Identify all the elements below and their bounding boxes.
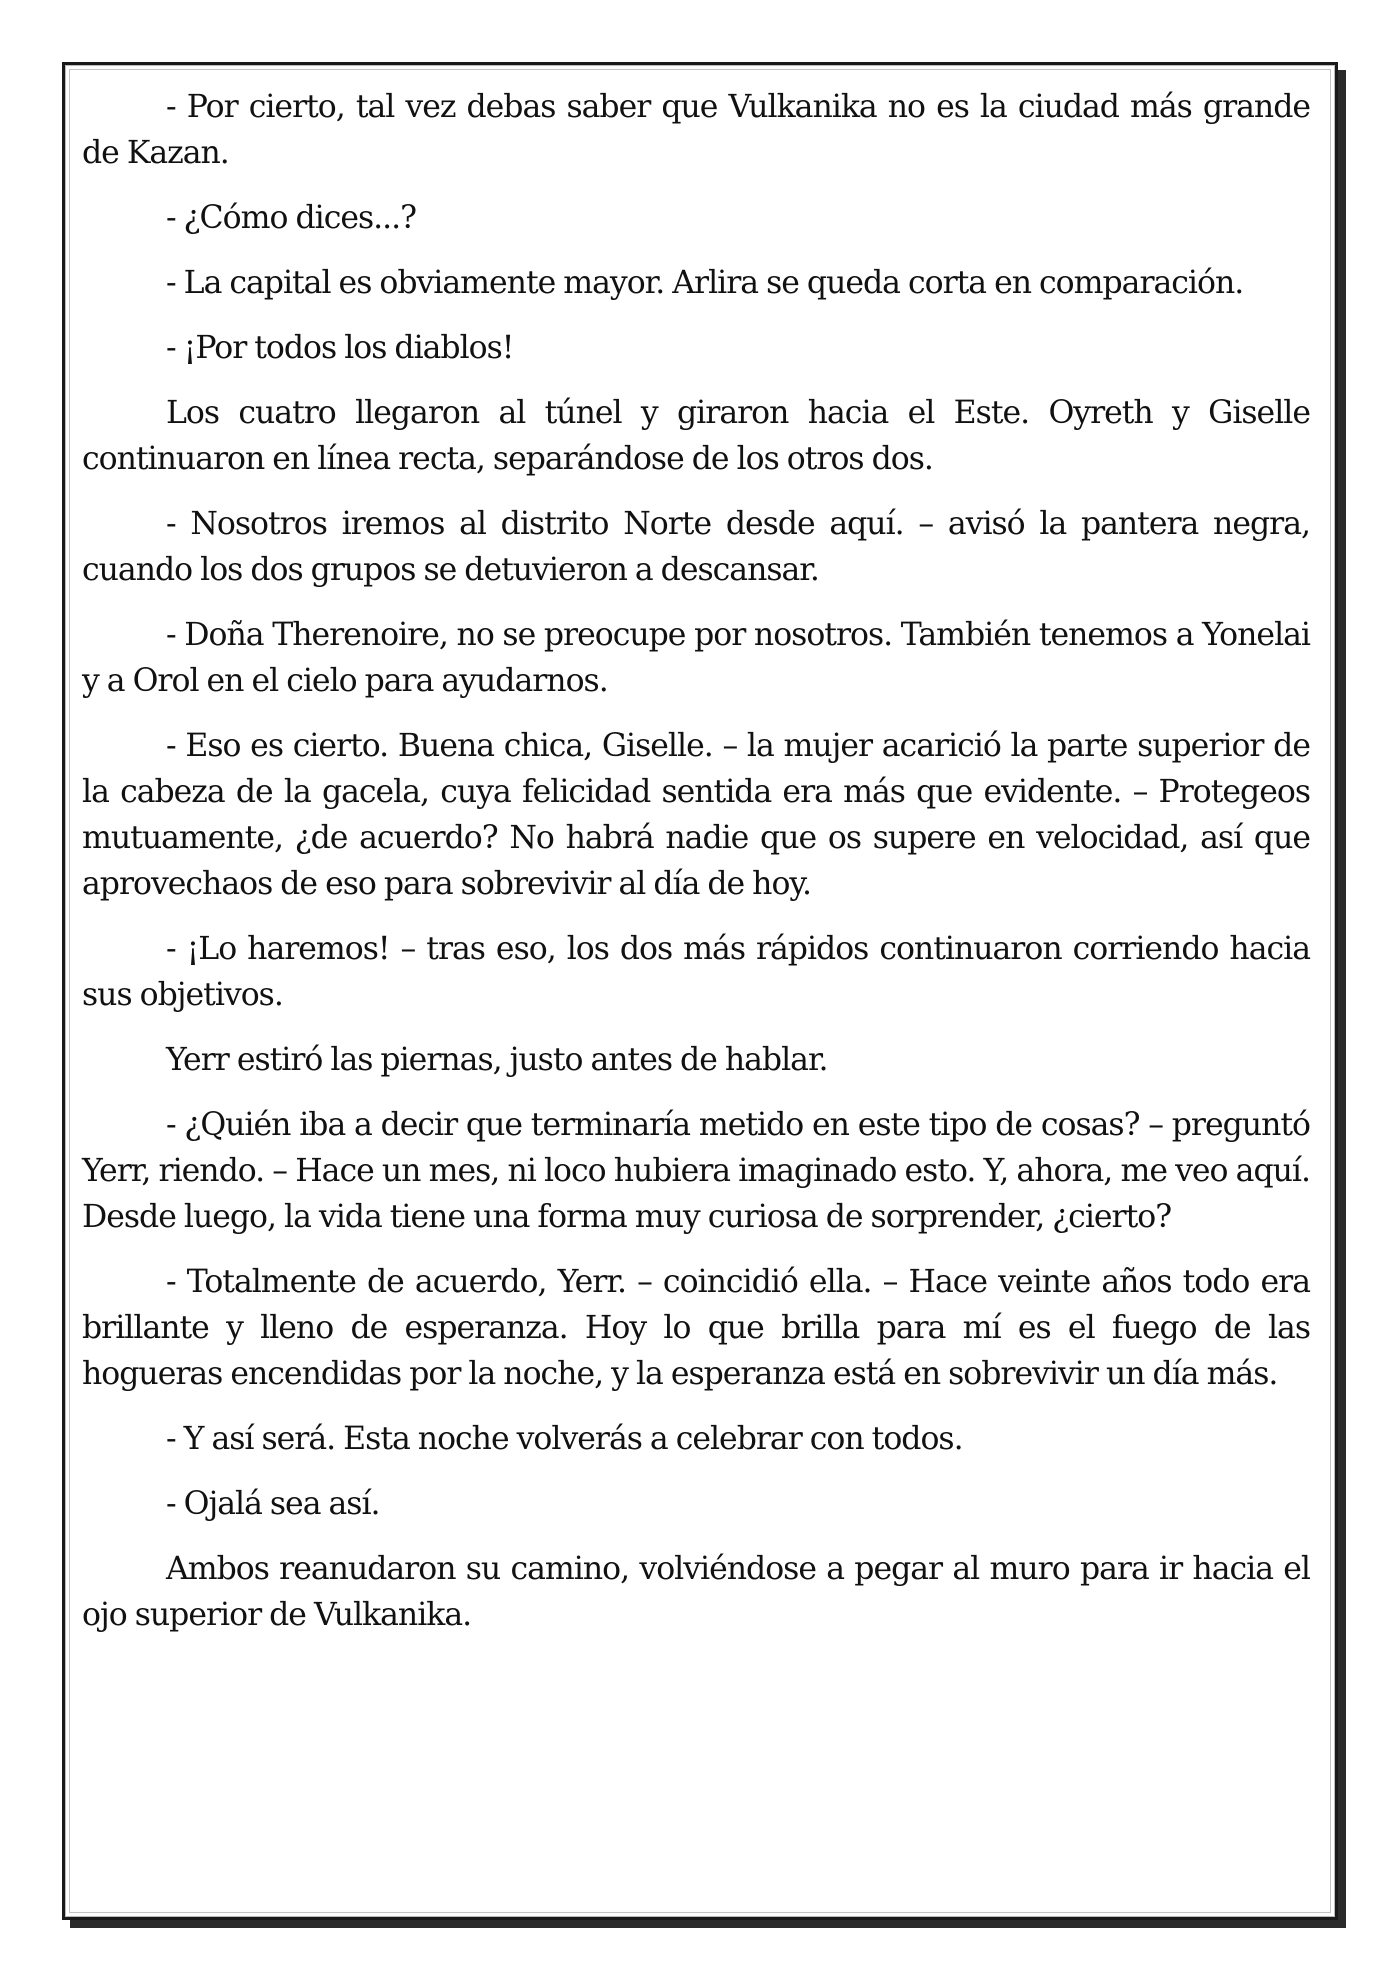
paragraph: Yerr estiró las piernas, justo antes de hablar. — [166, 1042, 828, 1078]
paragraph: - Eso es cierto. Buena chica, Giselle. – la mujer acarició la parte superior de la cabeza de la gacela, cuya felicidad sentida era más que evidente. – Protegeos mutuamente, ¿de acuerdo? No habrá nadie que os supere en velocidad, así que aprovechaos de eso para sobrevivir al día de hoy. — [82, 728, 1310, 902]
paragraph: - ¡Por todos los diablos! — [166, 330, 514, 366]
paragraph: - Por cierto, tal vez debas saber que Vulkanika no es la ciudad más grande de Kazan. — [82, 89, 1310, 171]
paragraph: - La capital es obviamente mayor. Arlira se queda corta en comparación. — [166, 265, 1244, 301]
page-text — [82, 84, 1310, 1657]
paragraph: - ¿Quién iba a decir que terminaría metido en este tipo de cosas? – preguntó Yerr, riendo. – Hace un mes, ni loco hubiera imaginado esto. Y, ahora, me veo aquí. Desde luego, la vida tiene una forma muy curiosa de sorprender, ¿cierto? — [82, 1107, 1310, 1235]
paragraph: - Totalmente de acuerdo, Yerr. – coincidió ella. – Hace veinte años todo era brillante y lleno de esperanza. Hoy lo que brilla para mí es el fuego de las hogueras encendidas por la noche, y la esperanza está en sobrevivir un día más. — [82, 1264, 1310, 1392]
paragraph: - ¿Cómo dices...? — [166, 200, 417, 236]
paragraph: - Ojalá sea así. — [166, 1486, 380, 1522]
paragraph: - Y así será. Esta noche volverás a celebrar con todos. — [166, 1421, 963, 1457]
paragraph: Los cuatro llegaron al túnel y giraron hacia el Este. Oyreth y Giselle continuaron en línea recta, separándose de los otros dos. — [82, 395, 1310, 477]
paragraph: Ambos reanudaron su camino, volviéndose a pegar al muro para ir hacia el ojo superior de Vulkanika. — [82, 1551, 1310, 1633]
paragraph: - ¡Lo haremos! – tras eso, los dos más rápidos continuaron corriendo hacia sus objetivos. — [82, 931, 1310, 1013]
paragraph: - Nosotros iremos al distrito Norte desde aquí. – avisó la pantera negra, cuando los dos grupos se detuvieron a descansar. — [82, 506, 1310, 588]
paragraph: - Doña Therenoire, no se preocupe por nosotros. También tenemos a Yonelai y a Orol en el cielo para ayudarnos. — [82, 617, 1310, 699]
